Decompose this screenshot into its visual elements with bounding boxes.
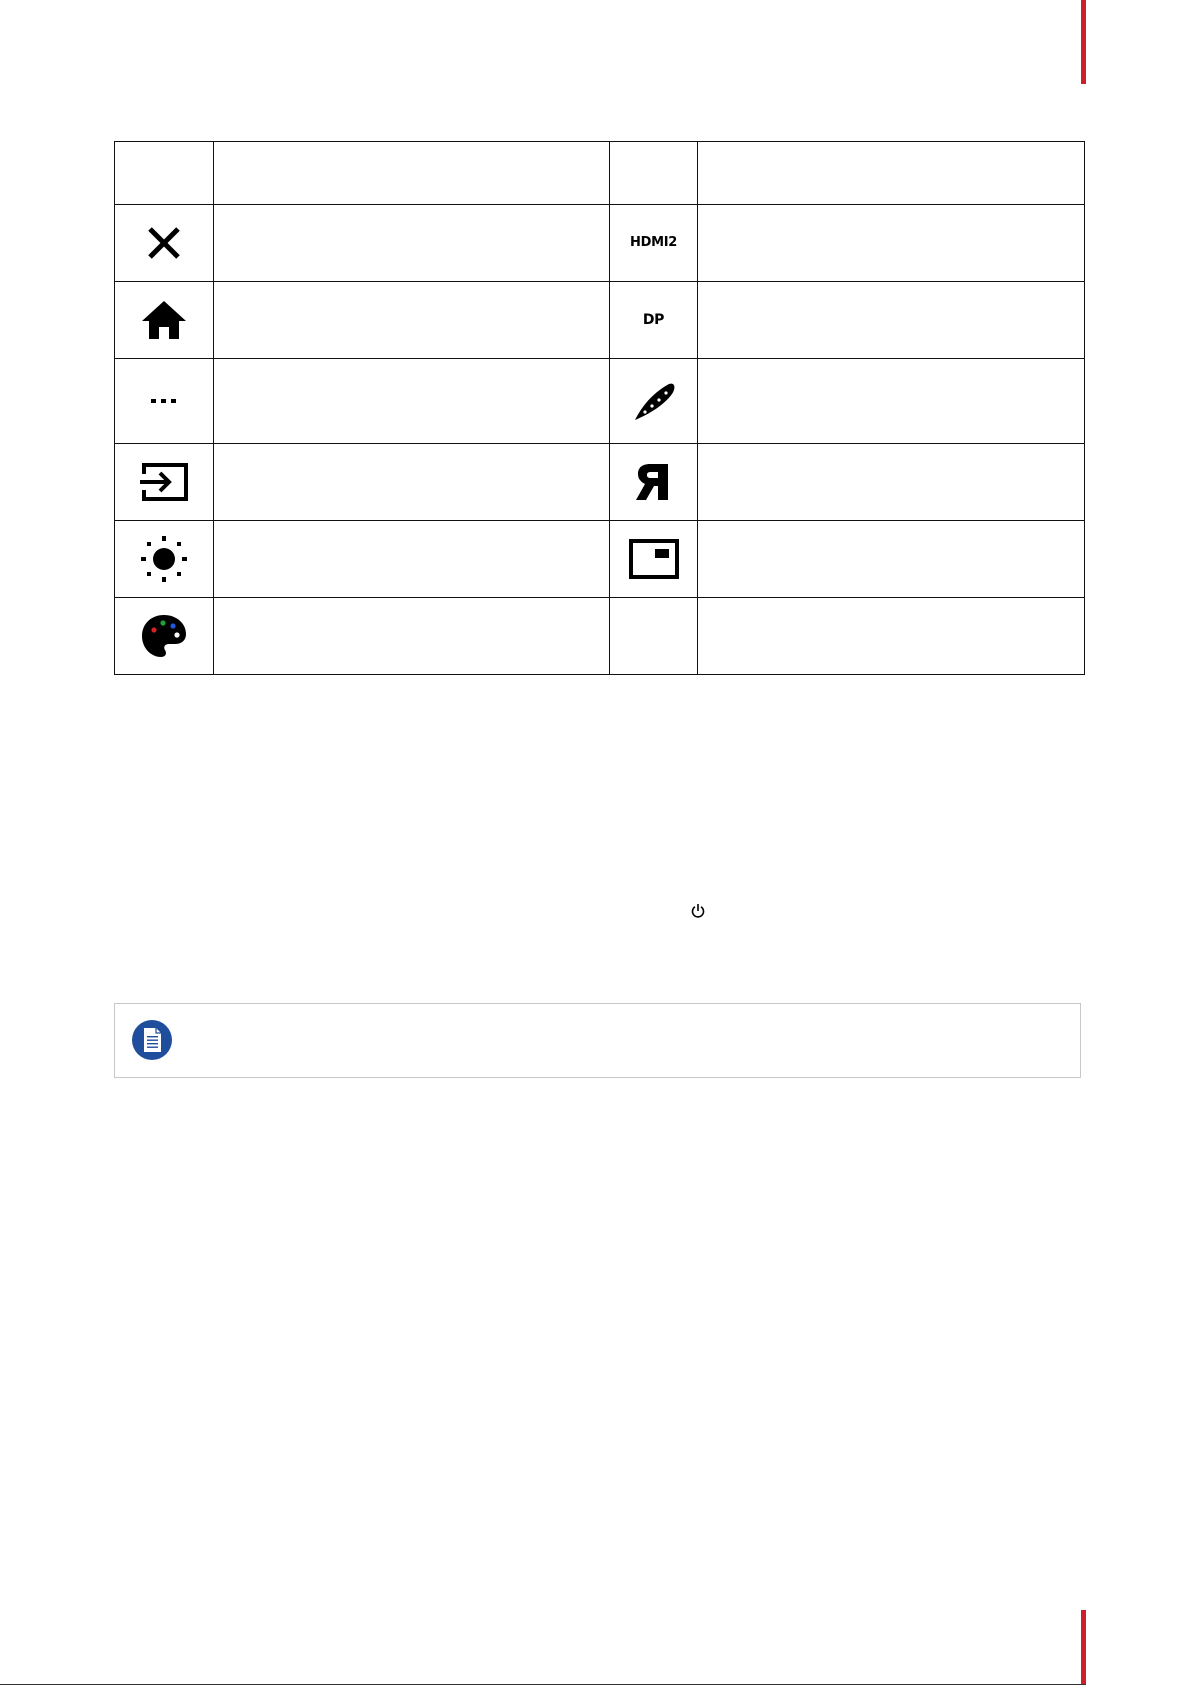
icon-cell xyxy=(610,521,698,598)
input-source-icon xyxy=(138,462,190,502)
mirrored-r-icon xyxy=(636,462,672,502)
table-row xyxy=(115,598,1085,675)
description-cell xyxy=(214,205,610,282)
hdmi2-icon: HDMI2 xyxy=(630,235,677,251)
description-cell xyxy=(214,521,610,598)
key-icon-table xyxy=(114,141,1085,675)
description-cell xyxy=(698,598,1085,675)
icon-cell xyxy=(115,444,214,521)
note-document-icon xyxy=(131,1019,173,1061)
table-row xyxy=(115,359,1085,444)
description-cell xyxy=(698,444,1085,521)
icon-cell xyxy=(115,282,214,359)
table-header-row xyxy=(115,142,1085,205)
home-icon xyxy=(140,299,188,341)
brightness-icon xyxy=(139,534,189,584)
power-icon xyxy=(690,903,706,919)
icon-cell xyxy=(115,521,214,598)
icon-cell xyxy=(115,205,214,282)
icon-cell xyxy=(610,205,698,282)
header-cell-desc-right xyxy=(698,142,1085,205)
description-cell xyxy=(214,282,610,359)
table-row xyxy=(115,521,1085,598)
table-row xyxy=(115,205,1085,282)
more-dots-icon xyxy=(149,397,179,405)
description-cell xyxy=(214,444,610,521)
header-cell-desc-left xyxy=(214,142,610,205)
picture-in-picture-icon xyxy=(628,538,680,580)
icon-cell xyxy=(115,359,214,444)
description-cell xyxy=(698,359,1085,444)
accent-bar-top xyxy=(1081,0,1086,84)
description-cell xyxy=(698,205,1085,282)
icon-cell xyxy=(115,598,214,675)
description-cell xyxy=(698,521,1085,598)
header-cell-icon-left xyxy=(115,142,214,205)
icon-cell xyxy=(610,598,698,675)
close-icon xyxy=(144,223,184,263)
description-cell xyxy=(214,598,610,675)
icon-cell xyxy=(610,444,698,521)
icon-cell xyxy=(610,359,698,444)
table-row xyxy=(115,444,1085,521)
accent-bar-bottom xyxy=(1081,1610,1086,1685)
header-cell-icon-right xyxy=(610,142,698,205)
stylus-icon xyxy=(631,378,677,424)
description-cell xyxy=(214,359,610,444)
description-cell xyxy=(698,282,1085,359)
icon-cell xyxy=(610,282,698,359)
note-box xyxy=(114,1003,1081,1078)
color-palette-icon xyxy=(139,612,189,660)
dp-icon: DP xyxy=(642,311,665,328)
table-row xyxy=(115,282,1085,359)
